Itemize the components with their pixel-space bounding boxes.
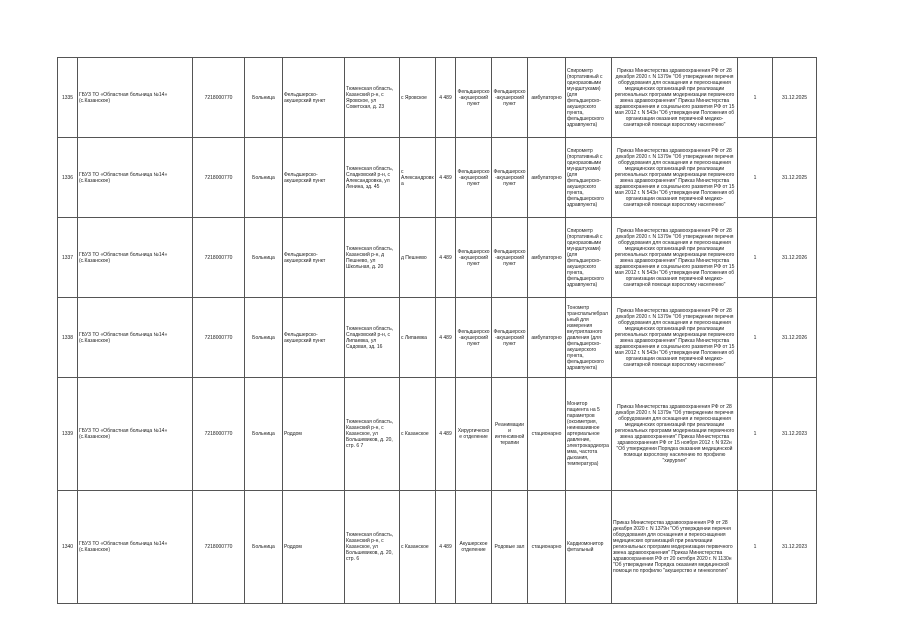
subdepartment-cell: Фельдшерско-акушерский пункт	[492, 218, 528, 298]
table-row	[58, 298, 817, 378]
address-cell: Тюменская область, Казанский р-н, д Пешнево, ул Школьная, д. 20	[345, 218, 400, 298]
equipment-cell: Монитор пациента на 5 параметров (оксиметрия, неинвазивное артериальное давление, электрокардиограмма, частота дыхания, температура)	[566, 378, 612, 491]
department-cell: Фельдшерско-акушерский пункт	[456, 218, 492, 298]
department-cell: Фельдшерско-акушерский пункт	[456, 298, 492, 378]
inn-cell: 7218000770	[193, 491, 245, 604]
settlement-cell: с Александровка	[400, 138, 436, 218]
table-row	[58, 491, 817, 604]
due-date-cell: 31.12.2026	[773, 298, 817, 378]
quantity-cell: 1	[738, 218, 773, 298]
settlement-cell: с Яровское	[400, 58, 436, 138]
address-cell: Тюменская область, Сладковский р-н, с Липаевка, ул Садовая, зд. 16	[345, 298, 400, 378]
facility-type-cell: Больница	[245, 218, 283, 298]
care-form-cell: амбулаторно	[528, 298, 566, 378]
row-number-cell: 1340	[58, 491, 78, 604]
table-row	[58, 58, 817, 138]
okato-cell: 4 489	[436, 298, 456, 378]
inn-cell: 7218000770	[193, 58, 245, 138]
subdepartment-cell: Фельдшерско-акушерский пункт	[492, 58, 528, 138]
row-number-cell: 1338	[58, 298, 78, 378]
subdepartment-cell: Родовые зал	[492, 491, 528, 604]
row-number-cell: 1339	[58, 378, 78, 491]
settlement-cell: д Пешнево	[400, 218, 436, 298]
equipment-table	[57, 57, 817, 604]
department-cell: Фельдшерско-акушерский пункт	[456, 138, 492, 218]
organization-cell: ГБУЗ ТО «Областная больница №14» (с.Казанское)	[78, 58, 193, 138]
address-cell: Тюменская область, Казанский р-н, с Казанское, ул Большевиков, д. 20, стр. 6 7	[345, 378, 400, 491]
table-row	[58, 218, 817, 298]
address-cell: Тюменская область, Сладковский р-н, с Александровка, ул Ленина, зд. 45	[345, 138, 400, 218]
inn-cell: 7218000770	[193, 298, 245, 378]
legal-basis-cell: Приказ Министерства здравоохранения РФ от 28 декабря 2020 г. N 1379н "Об утверждении перечня оборудования для оснащения и переоснащения медицинских организаций при реализации региональных программ модернизации первичного звена здравоохранения" Приказ Министерства здравоохранения и социального развития РФ от 15 мая 2012 г. N 543н "Об утверждении Положения об организации оказания первичной медико-санитарной помощи взрослому населению"	[612, 58, 738, 138]
settlement-cell: с Липаевка	[400, 298, 436, 378]
care-form-cell: стационарно	[528, 378, 566, 491]
facility-type-cell: Больница	[245, 491, 283, 604]
legal-basis-cell: Приказ Министерства здравоохранения РФ от 28 декабря 2020 г. N 1379н "Об утверждении перечня оборудования для оснащения и переоснащения медицинских организаций при реализации региональных программ модернизации первичного звена здравоохранения" Приказ Министерства здравоохранения и социального развития РФ от 15 мая 2012 г. N 543н "Об утверждении Положения об организации оказания первичной медико-санитарной помощи взрослому населению"	[612, 138, 738, 218]
department-cell: Хирургическое отделение	[456, 378, 492, 491]
organization-cell: ГБУЗ ТО «Областная больница №14» (с.Казанское)	[78, 298, 193, 378]
facility-type-cell: Больница	[245, 378, 283, 491]
settlement-cell: с Казанское	[400, 491, 436, 604]
quantity-cell: 1	[738, 58, 773, 138]
okato-cell: 4 489	[436, 218, 456, 298]
equipment-cell: Кардиомонитор фетальный	[566, 491, 612, 604]
okato-cell: 4 489	[436, 138, 456, 218]
facility-type-cell: Больница	[245, 58, 283, 138]
table-row	[58, 138, 817, 218]
inn-cell: 7218000770	[193, 378, 245, 491]
address-cell: Тюменская область, Казанский р-н, с Казанское, ул Большевиков, д. 20, стр. 6	[345, 491, 400, 604]
table-row	[58, 378, 817, 491]
inn-cell: 7218000770	[193, 218, 245, 298]
legal-basis-cell: Приказ Министерства здравоохранения РФ от 28 декабря 2020 г. N 1379н "Об утверждении перечня оборудования для оснащения и переоснащения медицинских организаций при реализации региональных программ модернизации первичного звена здравоохранения" Приказ Министерства здравоохранения РФ от 20 октября 2020 г. N 1130н "Об утверждении Порядка оказания медицинской помощи по профилю "акушерство и гинекология"	[612, 491, 738, 604]
inn-cell: 7218000770	[193, 138, 245, 218]
legal-basis-cell: Приказ Министерства здравоохранения РФ от 28 декабря 2020 г. N 1379н "Об утверждении перечня оборудования для оснащения и переоснащения медицинских организаций при реализации региональных программ модернизации первичного звена здравоохранения" Приказ Министерства здравоохранения и социального развития РФ от 15 мая 2012 г. N 543н "Об утверждении Положения об организации оказания первичной медико-санитарной помощи взрослому населению"	[612, 218, 738, 298]
due-date-cell: 31.12.2026	[773, 218, 817, 298]
care-form-cell: амбулаторно	[528, 138, 566, 218]
okato-cell: 4 489	[436, 58, 456, 138]
subdepartment-cell: Реанимации и интенсивной терапии	[492, 378, 528, 491]
quantity-cell: 1	[738, 491, 773, 604]
settlement-cell: с Казанское	[400, 378, 436, 491]
unit-cell: Фельдшерско-акушерский пункт	[283, 138, 345, 218]
equipment-cell: Тонометр транспальпебральный для измерения внутриглазного давления (для фельдшерско-акушерского пункта, фельдшерского здравпункта)	[566, 298, 612, 378]
facility-type-cell: Больница	[245, 138, 283, 218]
quantity-cell: 1	[738, 298, 773, 378]
care-form-cell: стационарно	[528, 491, 566, 604]
equipment-cell: Спирометр (портативный с одноразовыми мундштуками) (для фельдшерско-акушерского пункта, фельдшерского здравпункта)	[566, 58, 612, 138]
unit-cell: Роддом	[283, 491, 345, 604]
row-number-cell: 1335	[58, 58, 78, 138]
quantity-cell: 1	[738, 138, 773, 218]
organization-cell: ГБУЗ ТО «Областная больница №14» (с.Казанское)	[78, 491, 193, 604]
legal-basis-cell: Приказ Министерства здравоохранения РФ от 28 декабря 2020 г. N 1379н "Об утверждении перечня оборудования для оснащения и переоснащения медицинских организаций при реализации региональных программ модернизации первичного звена здравоохранения" Приказ Министерства здравоохранения РФ от 15 ноября 2012 г. N 922н "Об утверждении Порядка оказания медицинской помощи взрослому населению по профилю "хирургия"	[612, 378, 738, 491]
quantity-cell: 1	[738, 378, 773, 491]
unit-cell: Фельдшерско-акушерский пункт	[283, 218, 345, 298]
row-number-cell: 1337	[58, 218, 78, 298]
unit-cell: Фельдшерско-акушерский пункт	[283, 58, 345, 138]
okato-cell: 4 489	[436, 378, 456, 491]
due-date-cell: 31.12.2023	[773, 491, 817, 604]
okato-cell: 4 489	[436, 491, 456, 604]
subdepartment-cell: Фельдшерско-акушерский пункт	[492, 298, 528, 378]
unit-cell: Роддом	[283, 378, 345, 491]
due-date-cell: 31.12.2023	[773, 378, 817, 491]
equipment-cell: Спирометр (портативный с одноразовыми мундштуками) (для фельдшерско-акушерского пункта, фельдшерского здравпункта)	[566, 138, 612, 218]
due-date-cell: 31.12.2025	[773, 138, 817, 218]
care-form-cell: амбулаторно	[528, 218, 566, 298]
address-cell: Тюменская область, Казанский р-н, с Яровское, ул Советская, д. 23	[345, 58, 400, 138]
organization-cell: ГБУЗ ТО «Областная больница №14» (с.Казанское)	[78, 218, 193, 298]
organization-cell: ГБУЗ ТО «Областная больница №14» (с.Казанское)	[78, 138, 193, 218]
subdepartment-cell: Фельдшерско-акушерский пункт	[492, 138, 528, 218]
due-date-cell: 31.12.2025	[773, 58, 817, 138]
care-form-cell: амбулаторно	[528, 58, 566, 138]
department-cell: Фельдшерско-акушерский пункт	[456, 58, 492, 138]
organization-cell: ГБУЗ ТО «Областная больница №14» (с.Казанское)	[78, 378, 193, 491]
department-cell: Акушерское отделение	[456, 491, 492, 604]
row-number-cell: 1336	[58, 138, 78, 218]
unit-cell: Фельдшерско-акушерский пункт	[283, 298, 345, 378]
equipment-cell: Спирометр (портативный с одноразовыми мундштуками) (для фельдшерско-акушерского пункта, фельдшерского здравпункта)	[566, 218, 612, 298]
legal-basis-cell: Приказ Министерства здравоохранения РФ от 28 декабря 2020 г. N 1379н "Об утверждении перечня оборудования для оснащения и переоснащения медицинских организаций при реализации региональных программ модернизации первичного звена здравоохранения" Приказ Министерства здравоохранения и социального развития РФ от 15 мая 2012 г. N 543н "Об утверждении Положения об организации оказания первичной медико-санитарной помощи взрослому населению"	[612, 298, 738, 378]
facility-type-cell: Больница	[245, 298, 283, 378]
